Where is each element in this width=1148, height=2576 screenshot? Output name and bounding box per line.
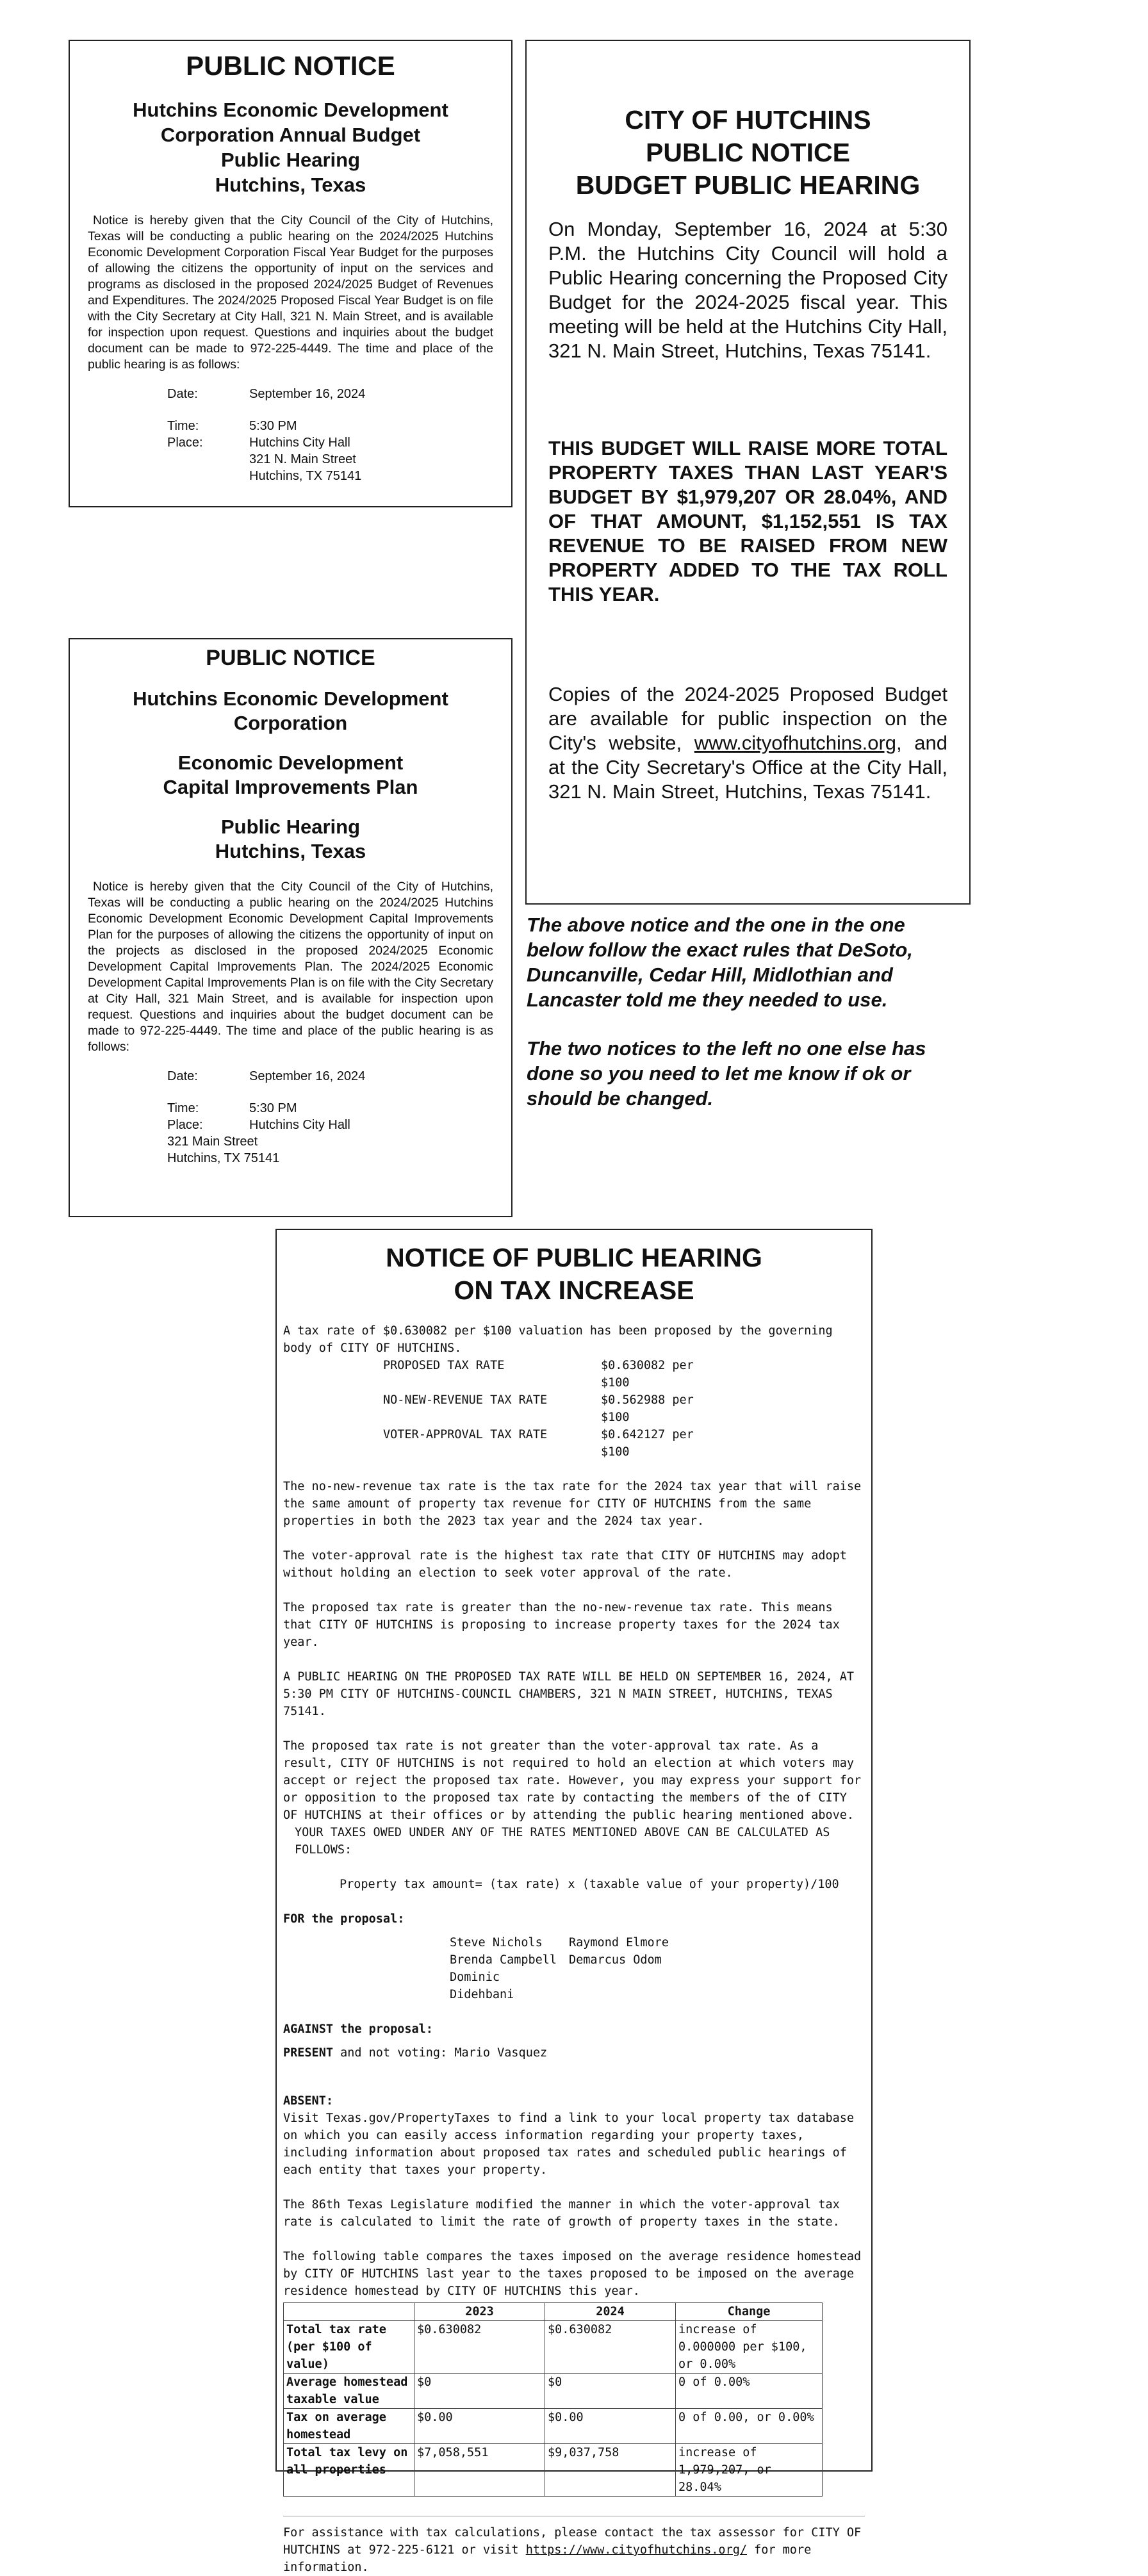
greater-rate-text: The proposed tax rate is greater than the no-new-revenue tax rate. This means that CITY OF HUTCHINS is proposing to increase property taxes for the 2024 tax year. bbox=[283, 1601, 840, 1649]
rates-list bbox=[383, 1357, 865, 1461]
subtitle-line: Hutchins, Texas bbox=[215, 840, 366, 862]
visit-text: Visit Texas.gov/PropertyTaxes to find a link to your local property tax database on which you can easily access information regarding your property taxes, including information about proposed tax rates and scheduled public hearings of each entity that taxes your property. bbox=[283, 2112, 855, 2177]
rate-value: $0.630082 per $100 bbox=[601, 1359, 694, 1390]
table-cell: Total tax rate (per $100 of value) bbox=[284, 2321, 414, 2374]
table-cell: Tax on average homestead bbox=[284, 2409, 414, 2444]
assessor-website-link[interactable]: https://www.cityofhutchins.org/ bbox=[525, 2543, 747, 2557]
table-cell: Average homestead taxable value bbox=[284, 2374, 414, 2409]
voter-approval-text: The voter-approval rate is the highest tax rate that CITY OF HUTCHINS may adopt without holding an election to seek voter approval of the rate. bbox=[283, 1549, 847, 1580]
table-header: 2024 bbox=[545, 2303, 676, 2321]
city-budget-notice bbox=[525, 40, 971, 905]
rate-label: VOTER-APPROVAL TAX RATE bbox=[383, 1428, 548, 1441]
time-label: Time: bbox=[167, 1101, 199, 1115]
date-value: September 16, 2024 bbox=[249, 1069, 366, 1083]
table-row bbox=[284, 2444, 823, 2497]
editor-comment bbox=[527, 912, 962, 1111]
subtitle-line: Hutchins Economic Development bbox=[133, 99, 448, 121]
time-value: 5:30 PM bbox=[249, 1101, 297, 1115]
title-line: NOTICE OF PUBLIC HEARING bbox=[386, 1243, 762, 1272]
table-cell: increase of 1,979,207, or 28.04% bbox=[676, 2444, 823, 2497]
for-voters bbox=[450, 1934, 865, 2003]
rate-label: NO-NEW-REVENUE TAX RATE bbox=[383, 1393, 548, 1407]
voter-name: Steve Nichols bbox=[450, 1936, 543, 1949]
table-cell: $0.00 bbox=[414, 2409, 545, 2444]
comment-paragraph: The two notices to the left no one else has done so you need to let me know if ok or should be changed. bbox=[527, 1037, 926, 1110]
subtitle-line: Public Hearing bbox=[220, 816, 361, 838]
voter-name: Brenda Campbell bbox=[450, 1953, 557, 1967]
rate-value: $0.562988 per $100 bbox=[601, 1393, 694, 1424]
present-label: PRESENT bbox=[283, 2046, 333, 2060]
address-line: Hutchins, TX 75141 bbox=[167, 1151, 280, 1165]
notice-subtitle bbox=[88, 97, 493, 197]
subtitle-line: Capital Improvements Plan bbox=[163, 776, 418, 798]
assistance-text-start: For assistance with tax calculations, please contact the tax assessor for CITY OF HUTCHINS at 972-225-6121 or visit bbox=[283, 2526, 862, 2557]
assistance-text-end: for more information. bbox=[283, 2543, 812, 2574]
edc-capital-notice bbox=[69, 638, 512, 1217]
voter-name: Raymond Elmore bbox=[569, 1936, 669, 1949]
place-value: Hutchins City Hall bbox=[249, 1118, 350, 1132]
table-row bbox=[284, 2374, 823, 2409]
table-cell: 0 of 0.00% bbox=[676, 2374, 823, 2409]
subtitle-1 bbox=[88, 687, 493, 735]
copies-text-end: , and at the City Secretary's Office at the City Hall, 321 N. Main Street, Hutchins, Texas 75141. bbox=[548, 732, 947, 803]
subtitle-line: Hutchins, Texas bbox=[215, 174, 366, 196]
rate-value: $0.642127 per $100 bbox=[601, 1428, 694, 1459]
subtitle-line: Public Hearing bbox=[220, 149, 361, 171]
tax-raise-paragraph: THIS BUDGET WILL RAISE MORE TOTAL PROPERTY TAXES THAN LAST YEAR'S BUDGET BY $1,979,207 OR 28.04%, AND OF THAT AMOUNT, $1,152,551 IS TAX REVENUE TO BE RAISED FROM NEW PROPERTY ADDED TO THE TAX ROLL THIS YEAR. bbox=[548, 437, 947, 605]
table-cell: $0.00 bbox=[545, 2409, 676, 2444]
notice-body: Notice is hereby given that the City Council of the City of Hutchins, Texas will be conducting a public hearing on the 2024/2025 Hutchins Economic Development Economic Development Capital Improvements Plan for the purposes of allowing the citizens the opportunity of input on the projects as disclosed in the proposed 2024/2025 Economic Development Capital Improvements Plan. The 2024/2025 Economic Development Capital Improvements Plan is on file with the City Secretary at City Hall, 321 Main Street, and is available for inspection upon request. Questions and inquiries about the budget document can be made to 972-225-4449. The time and place of the public hearing is as follows: bbox=[88, 880, 493, 1054]
notice-title: PUBLIC NOTICE bbox=[186, 51, 395, 81]
table-header: Change bbox=[676, 2303, 823, 2321]
notice-title: PUBLIC NOTICE bbox=[206, 646, 375, 670]
table-cell: $0 bbox=[414, 2374, 545, 2409]
place-line: 321 N. Main Street bbox=[249, 452, 356, 466]
rate-label: PROPOSED TAX RATE bbox=[383, 1359, 505, 1372]
table-row bbox=[284, 2321, 823, 2374]
table-header-row bbox=[284, 2303, 823, 2321]
intro-text: A tax rate of $0.630082 per $100 valuation has been proposed by the governing body of CITY OF HUTCHINS. bbox=[283, 1324, 833, 1355]
voter-name: Dominic Didehbani bbox=[450, 1971, 514, 2001]
hearing-schedule bbox=[167, 386, 493, 484]
title-line: PUBLIC NOTICE bbox=[646, 138, 850, 167]
copies-paragraph bbox=[548, 682, 947, 804]
subtitle-line: Corporation Annual Budget bbox=[160, 124, 421, 146]
table-cell: Total tax levy on all properties bbox=[284, 2444, 414, 2497]
assistance-text bbox=[283, 2524, 865, 2576]
place-label: Place: bbox=[167, 1118, 203, 1132]
voter-name: Demarcus Odom bbox=[569, 1953, 662, 1967]
subtitle-line: Economic Development bbox=[177, 751, 404, 774]
calc-heading: YOUR TAXES OWED UNDER ANY OF THE RATES MENTIONED ABOVE CAN BE CALCULATED AS FOLLOWS: bbox=[295, 1826, 830, 1857]
place-label: Place: bbox=[167, 436, 203, 450]
not-greater-text: The proposed tax rate is not greater than the voter-approval tax rate. As a result, CITY OF HUTCHINS is not required to hold an election at which voters may accept or reject the proposed tax rate. However, you may express your support for or opposition to the proposed tax rate by contacting the members of the of CITY OF HUTCHINS at their offices or by attending the public hearing mentioned above. bbox=[283, 1739, 862, 1822]
present-line bbox=[283, 2044, 865, 2062]
subtitle-line: Hutchins Economic Development bbox=[133, 687, 448, 710]
present-text: and not voting: Mario Vasquez bbox=[332, 2046, 548, 2060]
subtitle-2 bbox=[88, 751, 493, 800]
title-line: ON TAX INCREASE bbox=[454, 1276, 694, 1305]
for-label: FOR the proposal: bbox=[283, 1912, 405, 1926]
place-value bbox=[249, 434, 493, 484]
tax-comparison-table bbox=[283, 2302, 823, 2497]
copies-text: Copies of the 2024-2025 Proposed Budget are available for public inspection on the City's website, bbox=[548, 683, 947, 754]
hearing-paragraph: On Monday, September 16, 2024 at 5:30 P.M. the Hutchins City Council will hold a Public Hearing concerning the Proposed City Budget for the 2024-2025 fiscal year. This meeting will be held at the Hutchins City Hall, 321 N. Main Street, Hutchins, Texas 75141. bbox=[548, 218, 947, 362]
title-line: BUDGET PUBLIC HEARING bbox=[575, 170, 921, 200]
table-cell: 0 of 0.00, or 0.00% bbox=[676, 2409, 823, 2444]
notice-body: Notice is hereby given that the City Council of the City of Hutchins, Texas will be conducting a public hearing on the 2024/2025 Hutchins Economic Development Corporation Fiscal Year Budget for the purposes of allowing the citizens the opportunity of input on the services and programs as disclosed in the proposed 2024/2025 Budget of Revenues and Expenditures. The 2024/2025 Proposed Fiscal Year Budget is on file with the City Secretary at City Hall, 321 N. Main Street, and is available for inspection upon request. Questions and inquiries about the budget document can be made to 972-225-4449. The time and place of the public hearing is as follows: bbox=[88, 213, 493, 372]
subtitle-3 bbox=[88, 815, 493, 864]
against-label: AGAINST the proposal: bbox=[283, 2022, 433, 2036]
no-new-revenue-text: The no-new-revenue tax rate is the tax rate for the 2024 tax year that will raise the same amount of property tax revenue for CITY OF HUTCHINS from the same properties in both the 2023 tax year and the 2024 tax year. bbox=[283, 1480, 862, 1528]
place-address bbox=[167, 1133, 493, 1167]
comment-paragraph: The above notice and the one in the one below follow the exact rules that DeSoto, Duncanville, Cedar Hill, Midlothian and Lancaster told me they needed to use. bbox=[527, 914, 913, 1011]
notice-title bbox=[283, 1242, 865, 1307]
table-cell: increase of 0.000000 per $100, or 0.00% bbox=[676, 2321, 823, 2374]
table-cell: $0.630082 bbox=[545, 2321, 676, 2374]
time-label: Time: bbox=[167, 419, 199, 433]
title-line: CITY OF HUTCHINS bbox=[625, 105, 871, 135]
table-intro-text: The following table compares the taxes imposed on the average residence homestead by CITY OF HUTCHINS last year to the taxes proposed to be imposed on the average residence homestead by CITY OF HUTCHINS this year. bbox=[283, 2250, 862, 2298]
hearing-schedule bbox=[167, 1068, 493, 1133]
edc-budget-notice bbox=[69, 40, 512, 507]
place-line: Hutchins, TX 75141 bbox=[249, 469, 362, 483]
city-website-link[interactable]: www.cityofhutchins.org bbox=[694, 732, 897, 754]
legislature-text: The 86th Texas Legislature modified the manner in which the voter-approval tax rate is calculated to limit the rate of growth of property taxes in the state. bbox=[283, 2198, 840, 2229]
time-value: 5:30 PM bbox=[249, 419, 297, 433]
subtitle-line: Corporation bbox=[233, 712, 348, 734]
notice-title bbox=[548, 104, 947, 202]
table-header: 2023 bbox=[414, 2303, 545, 2321]
date-label: Date: bbox=[167, 387, 198, 401]
tax-increase-notice bbox=[275, 1229, 873, 2574]
date-label: Date: bbox=[167, 1069, 198, 1083]
table-cell: $9,037,758 bbox=[545, 2444, 676, 2497]
tax-formula: Property tax amount= (tax rate) x (taxable value of your property)/100 bbox=[340, 1878, 839, 1891]
place-line: Hutchins City Hall bbox=[249, 436, 350, 450]
absent-label: ABSENT: bbox=[283, 2094, 333, 2108]
table-row bbox=[284, 2409, 823, 2444]
hearing-text: A PUBLIC HEARING ON THE PROPOSED TAX RATE WILL BE HELD ON SEPTEMBER 16, 2024, AT 5:30 PM CITY OF HUTCHINS-COUNCIL CHAMBERS, 321 N MAIN STREET, HUTCHINS, TEXAS 75141. bbox=[283, 1670, 855, 1718]
date-value: September 16, 2024 bbox=[249, 387, 366, 401]
table-cell: $0.630082 bbox=[414, 2321, 545, 2374]
address-line: 321 Main Street bbox=[167, 1135, 258, 1149]
table-cell: $7,058,551 bbox=[414, 2444, 545, 2497]
table-header bbox=[284, 2303, 414, 2321]
table-cell: $0 bbox=[545, 2374, 676, 2409]
